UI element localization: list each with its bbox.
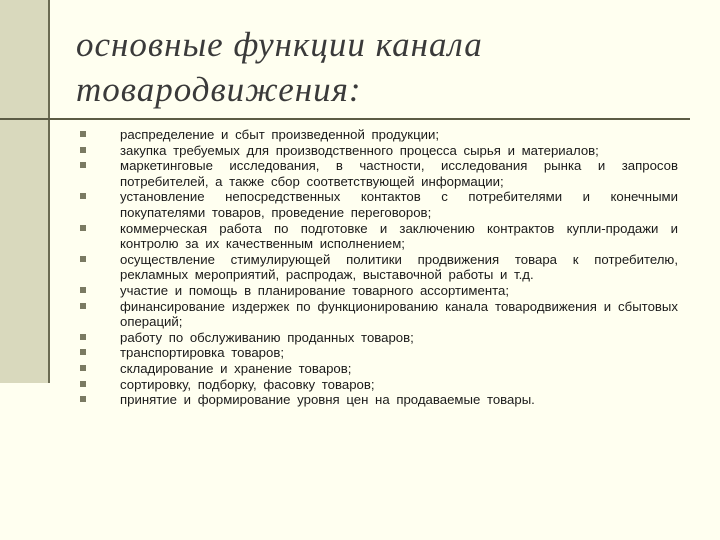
title-divider <box>0 118 690 120</box>
list-item-text: сортировку, подборку, фасовку товаров; <box>120 376 375 392</box>
list-item-text: финансирование издержек по функционированию канала товародвижения и сбытовых операций; <box>120 298 678 330</box>
left-accent-line <box>48 0 50 383</box>
function-list <box>78 127 678 408</box>
list-item-text: маркетинговые исследования, в частности, исследования рынка и запросов потребителей, а также сбор соответствующей информации; <box>120 158 678 189</box>
list-item <box>78 189 678 220</box>
list-item <box>78 377 678 393</box>
list-item-text: закупка требуемых для производственного процесса сырья и материалов; <box>120 142 599 158</box>
square-bullet-icon <box>80 225 86 231</box>
list-item <box>78 330 678 346</box>
list-item <box>78 345 678 361</box>
list-item <box>78 299 678 330</box>
list-item <box>78 252 678 283</box>
list-item <box>78 283 678 299</box>
list-item-text: транспортировка товаров; <box>120 345 284 361</box>
square-bullet-icon <box>80 349 86 355</box>
list-item <box>78 143 678 159</box>
square-bullet-icon <box>80 193 86 199</box>
square-bullet-icon <box>80 287 86 293</box>
title-line-2: товародвижения: <box>76 70 362 109</box>
square-bullet-icon <box>80 334 86 340</box>
square-bullet-icon <box>80 381 86 387</box>
list-item <box>78 127 678 143</box>
square-bullet-icon <box>80 303 86 309</box>
list-item-text: осуществление стимулирующей политики продвижения товара к потребителю, рекламных мероприятий, распродаж, выставочной работы и т.д. <box>120 251 678 283</box>
list-item <box>78 221 678 252</box>
square-bullet-icon <box>80 256 86 262</box>
square-bullet-icon <box>80 147 86 153</box>
list-item-text: установление непосредственных контактов с потребителями и конечными покупателями товаров, проведение переговоров; <box>120 189 678 220</box>
square-bullet-icon <box>80 131 86 137</box>
list-item-text: распределение и сбыт произведенной продукции; <box>120 127 440 142</box>
list-item <box>78 392 678 408</box>
left-accent-bar <box>0 0 48 383</box>
list-item-text: коммерческая работа по подготовке и заключению контрактов купли-продажи и контролю за их качественным исполнением; <box>120 220 678 252</box>
title-line-1: основные функции канала <box>76 25 483 64</box>
list-item <box>78 361 678 377</box>
list-item-text: участие и помощь в планирование товарного ассортимента; <box>120 282 510 298</box>
list-item-text: принятие и формирование уровня цен на продаваемые товары. <box>120 392 535 408</box>
slide-title <box>76 22 696 112</box>
list-item-text: складирование и хранение товаров; <box>120 360 352 376</box>
list-item-text: работу по обслуживанию проданных товаров; <box>120 329 414 345</box>
list-item <box>78 158 678 189</box>
square-bullet-icon <box>80 396 86 402</box>
square-bullet-icon <box>80 365 86 371</box>
square-bullet-icon <box>80 162 86 168</box>
